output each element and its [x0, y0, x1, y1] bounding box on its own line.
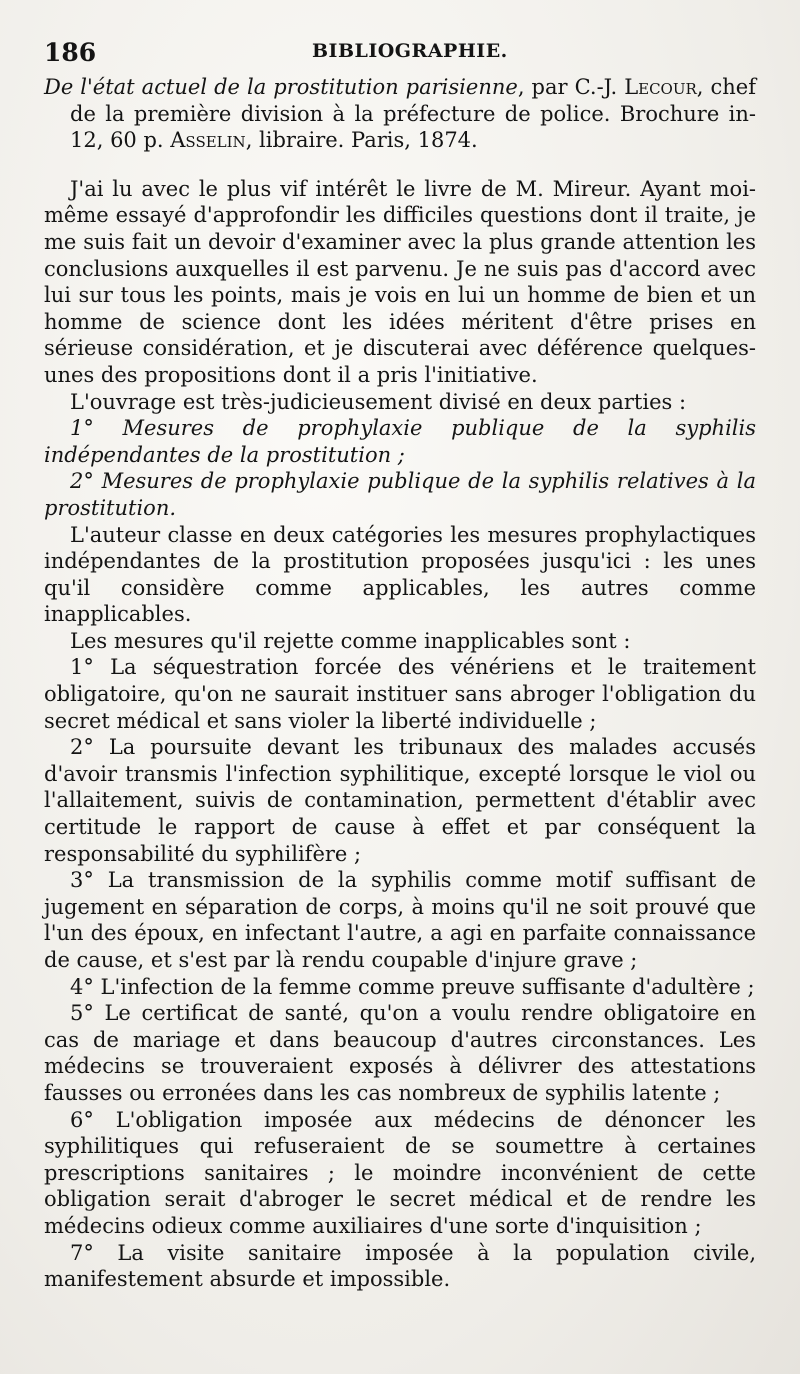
list-item-part-1: 1° Mesures de prophylaxie publique de la syphilis indépendantes de la prostitution ; — [44, 416, 756, 467]
reference-text-mid: , chef de la première division à la préfecture de police. Brochure in-12, 60 p. — [70, 75, 757, 153]
list-item-part-2: 2° Mesures de prophylaxie publique de la syphilis relatives à la prostitution. — [44, 469, 756, 520]
reference-text-before-author: , par C.-J. — [517, 75, 625, 99]
page-body — [44, 74, 756, 1293]
reference-publisher: Asselin — [170, 128, 246, 153]
page-number: 186 — [44, 38, 97, 67]
list-item-measure-6: 6° L'obligation imposée aux médecins de dénoncer les syphilitiques qui refuseraient de se soumettre à certaines prescriptions sanitaires ; le moindre inconvénient de cette obligation serait d'abroger le secret médical et de rendre les médecins odieux comme auxiliaires d'une sorte d'inquisition ; — [44, 1107, 756, 1238]
paragraph-intro: J'ai lu avec le plus vif intérêt le livre de M. Mireur. Ayant moi-même essayé d'approfondir les difficiles questions dont il traite, je me suis fait un devoir d'examiner avec la plus grande attention les conclusions auxquelles il est parvenu. Je ne suis pas d'accord avec lui sur tous les points, mais je vois en lui un homme de bien et un homme de science dont les idées méritent d'être prises en sérieuse considération, et je discuterai avec déférence quelques-unes des propositions dont il a pris l'initiative. — [44, 176, 756, 387]
running-head: BIBLIOGRAPHIE. — [312, 40, 508, 62]
reference-author: Lecour — [624, 75, 697, 99]
list-item-measure-2: 2° La poursuite devant les tribunaux des malades accusés d'avoir transmis l'infection syphilitique, excepté lorsque le viol ou l'allaitement, suivis de contamination, permettent d'établir avec certitude le rapport de cause à effet et par conséquent la responsabilité du syphilifère ; — [44, 735, 756, 866]
paragraph-categories: L'auteur classe en deux catégories les mesures prophylactiques indépendantes de la prostitution proposées jusqu'ici : les unes qu'il considère comme applicables, les autres comme inapplicables. — [44, 522, 756, 627]
page-header — [44, 34, 756, 74]
list-item-measure-3: 3° La transmission de la syphilis comme motif suffisant de jugement en séparation de corps, à moins qu'il ne soit prouvé que l'un des époux, en infectant l'autre, a agi en parfaite connaissance de cause, et s'est par là rendu coupable d'injure grave ; — [44, 868, 756, 972]
reference-text-end: , libraire. Paris, 1874. — [245, 128, 478, 153]
paragraph-division: L'ouvrage est très-judicieusement divisé en deux parties : — [70, 389, 687, 414]
paragraph-rejected-intro: Les mesures qu'il rejette comme inapplicables sont : — [70, 628, 631, 653]
list-item-measure-4: 4° L'infection de la femme comme preuve suffisante d'adultère ; — [70, 974, 755, 999]
list-item-measure-5: 5° Le certificat de santé, qu'on a voulu rendre obligatoire en cas de mariage et dans beaucoup d'autres circonstances. Les médecins se trouveraient exposés à délivrer des attestations fausses ou erronées dans les cas nombreux de syphilis latente ; — [44, 1001, 756, 1105]
list-item-measure-1: 1° La séquestration forcée des vénériens et le traitement obligatoire, qu'on ne saurait instituer sans abroger l'obligation du secret médical et sans violer la liberté individuelle ; — [44, 655, 756, 733]
reference-title: De l'état actuel de la prostitution parisienne — [44, 75, 518, 99]
list-item-measure-7: 7° La visite sanitaire imposée à la population civile, manifestement absurde et impossible. — [44, 1240, 756, 1292]
bibliographic-reference — [44, 74, 756, 154]
